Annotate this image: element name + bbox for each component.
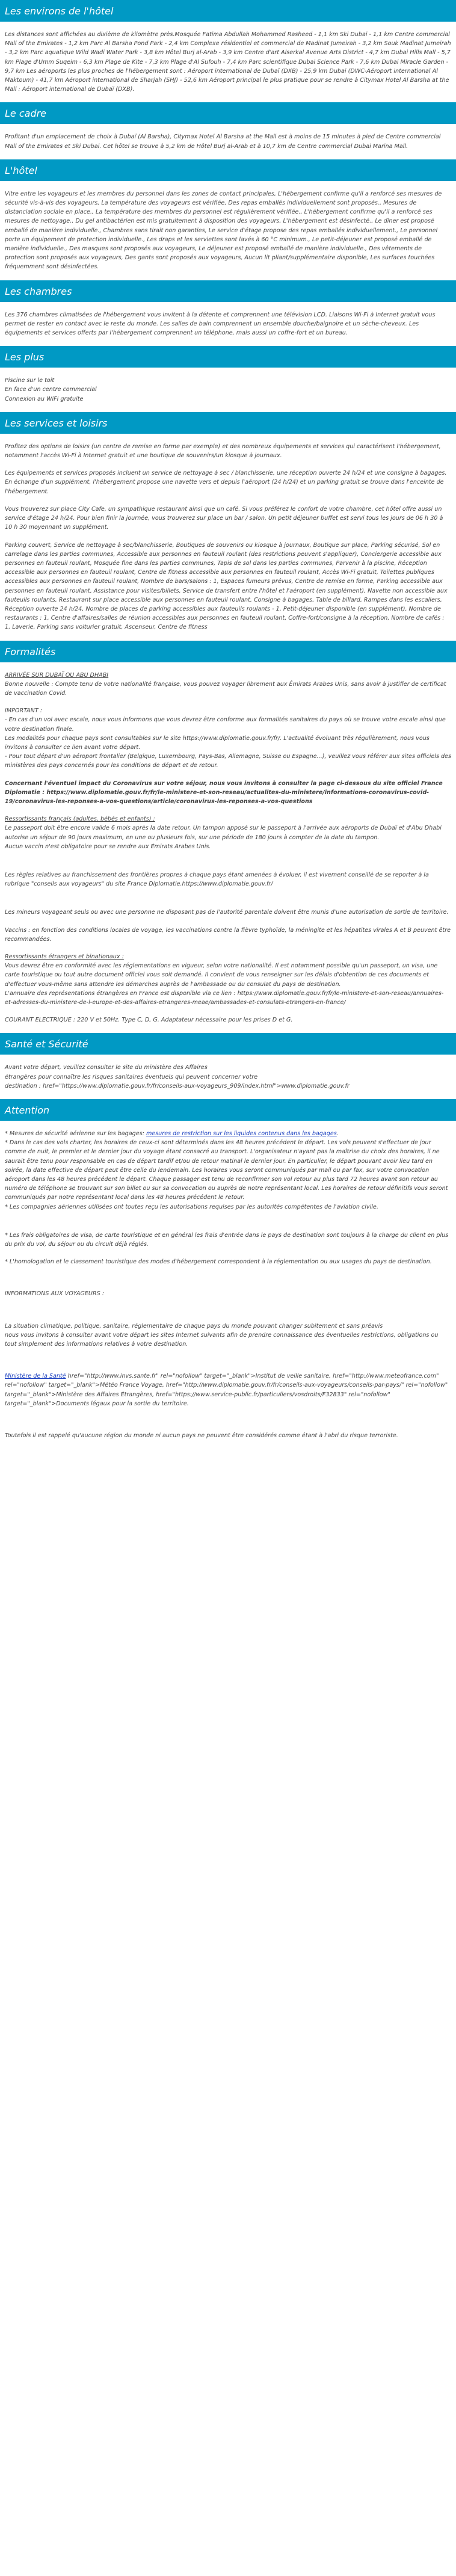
etrangers-text: Vous devrez être en conformité avec les réglementations en vigueur, selon votre nationalité. Il est notamment possible qu'un passeport, un visa, une carte touristique ou tout autre document officiel vous soit demandé. Il convient de vous renseigner sur les délais d'obtention de ces documents et d'effectuer vous-même sans attendre les démarches auprès de l'ambassade ou du consulat du pays de destination. bbox=[5, 963, 438, 988]
annuaire-text: L'annuaire des représentations étrangères en France est disponible via ce lien : https://www.diplomatie.gouv.fr/fr/le-ministere-et-son-reseau/annuaires-et-adresses-du-ministere-de-l-europe-et-des-affaires-etrangeres-meae/ambassades-et-consulats-etrangers-en-france/ bbox=[5, 990, 444, 1006]
services-paragraph: Vous trouverez sur place City Cafe, un sympathique restaurant ainsi que un café. Si vous préférez le confort de votre chambre, cet hôtel offre aussi un service d'étage 24 h/24. Pour bien finir la journée, vous trouverez sur place un bar / salon. Un petit déjeuner buffet est servi tous les jours de 06 h 30 à 10 h 30 moyennant un supplément. bbox=[5, 505, 443, 531]
mineurs-text: Les mineurs voyageant seuls ou avec une personne ne disposant pas de l'autorité parentale doivent être munis d'une autorisation de sortie de territoire. bbox=[5, 909, 449, 916]
section-attention: Attention * Mesures de sécurité aérienne sur les bagages: mesures de restriction sur les liquides contenus dans les bagages. * Dans le cas des vols charter, les horaires de ceux-ci sont déterminés dans les 48 heures précédent le départ. Les vols peuvent s'effectuer de jour comme de nuit, le premier et le dernier jour du voyage étant consacré au transport. L'organisateur n'ayant pas la maîtrise du choix des horaires, il ne saurait être tenu pour responsable en cas de départ tardif et/ou de retour matinal le dernier jour. En particulier, le départ pouvant avoir lieu tard en soirée, la date effective de départ peut être celle du lendemain. Les horaires vous seront communiqués par mail ou par fax, sur votre convocation aéroport dans les 48 heures précédent le départ. Chaque passager est tenu de reconfirmer son vol retour au plus tard 72 heures avant son retour au numéro de téléphone se trouvant sur son billet ou sur sa convocation ou auprès de notre représentant local. Les horaires de retour définitifs vous seront communiqués par notre représentant local dans les 48 heures précédent le retour. * Les compagnies aériennes utilisées ont toutes reçu les autorisations requises par les autorités compétentes de l'aviation civile. * Les frais obligatoires de visa, de carte touristique et en général les frais d'entrée dans le pays de destination sont toujours à la charge du client en plus du prix du vol, du séjour ou du circuit déjà réglés. * L'homologation et le classement touristique des modes d'hébergement correspondent à la réglementation ou aux usages du pays de destination. INFORMATIONS AUX VOYAGEURS : La situation climatique, politique, sanitaire, réglementaire de chaque pays du monde pouvant changer subitement et sans préavis nous vous invitons à consulter avant votre départ les sites Internet suivants afin de prendre connaissance des éventuelles restrictions, obligations ou tout simplement des informations relatives à votre destination. Ministère de la Santé href="http://www.invs.sante.fr" rel="nofollow" target="_blank">Institut de veille sanitaire, href="http://www.meteofrance.com" rel="nofollow" target="_blank">Météo France Voyage, href="http://www.diplomatie.gouv.fr/fr/conseils-aux-voyageurs/conseils-par-pays/" rel="nofollow" target="_blank">Ministère des Affaires Étrangères, href="https://www.service-public.fr/particuliers/vosdroits/F32833" rel="nofollow" target="_blank">Documents légaux pour la sortie du territoire. Toutefois il est rappelé qu'aucune région du monde ni aucun pays ne peuvent être considérés comme étant à l'abri du risque terroriste. bbox=[0, 1099, 456, 1440]
liquids-restriction-link[interactable]: mesures de restriction sur les liquides contenus dans les bagages bbox=[146, 1130, 337, 1138]
section-chambres bbox=[0, 280, 456, 338]
info-line: nous vous invitons à consulter avant votre départ les sites Internet suivants afin de prendre connaissance des éventuelles restrictions, obligations ou tout simplement des informations relatives à votre destination. bbox=[5, 1331, 439, 1348]
section-services bbox=[0, 412, 456, 632]
services-paragraph: Profitez des options de loisirs (un centre de remise en forme par exemple) et des nombreux équipements et services qui caractérisent l'hébergement, notamment l'accès Wi-Fi à Internet gratuit et une boutique de souvenirs/un kiosque à journaux. bbox=[5, 443, 441, 460]
important-line: - Pour tout départ d'un aéroport frontalier (Belgique, Luxembourg, Pays-Bas, Allemagne, Suisse ou Espagne...), veuillez vous référer aux sites officiels des ministères des pays concernés pour les conditions de départ et de retour. bbox=[5, 753, 451, 769]
etrangers-label: Ressortissants étrangers et binationaux : bbox=[5, 954, 124, 960]
list-item: Piscine sur le toit bbox=[5, 377, 55, 384]
infos-heading: INFORMATIONS AUX VOYAGEURS : bbox=[5, 1290, 104, 1298]
ressortissants-label: Ressortissants français (adultes, bébés et enfants) : bbox=[5, 816, 155, 823]
section-hotel bbox=[0, 159, 456, 272]
airlines-text: * Les compagnies aériennes utilisées ont toutes reçu les autorisations requises par les autorités compétentes de l'aviation civile. bbox=[5, 1203, 378, 1210]
links-text: href="http://www.invs.sante.fr" rel="nofollow" target="_blank">Institut de veille sanitaire, href="http://www.meteofrance.com" rel="nofollow" target="_blank">Météo France Voyage, href="http://www.diplomatie.gouv.fr/fr/conseils-aux-voyageurs/conseils-par-pays/" rel="nofollow" target="_blank">Ministère des Affaires Étrangères, href="https://www.service-public.fr/particuliers/vosdroits/F32833" rel="nofollow" target="_blank">Documents légaux pour la sortie du territoire. bbox=[5, 1373, 448, 1407]
visa-fees-text: * Les frais obligatoires de visa, de carte touristique et en général les frais d'entrée dans le pays de destination sont toujours à la charge du client en plus du prix du vol, du séjour ou du circuit déjà réglés. bbox=[5, 1231, 449, 1248]
section-plus bbox=[0, 346, 456, 404]
sante-line: Avant votre départ, veuillez consulter le site du ministère des Affaires bbox=[5, 1064, 208, 1071]
section-formalites bbox=[0, 641, 456, 1025]
section-title: Les services et loisirs bbox=[0, 412, 456, 434]
hotel-text: Vitre entre les voyageurs et les membres du personnel dans les zones de contact principales, L'hébergement confirme qu'il a renforcé ses mesures de sécurité vis-à-vis des voyageurs, La température des voyageurs est vérifiée, Des repas emballés individuellement sont proposés., Mesures de distanciation sociale en place., La température des membres du personnel est régulièrement vérifiée., L'hébergement confirme qu'il a renforcé ses mesures de nettoyage., Du gel antibactérien est mis gratuitement à disposition des voyageurs, L'hébergement est désinfecté., Le dîner est proposé emballé de manière individuelle., Chambres sans tirait non garanties, Le service d'étage propose des repas emballés individuellement., Le personnel porte un équipement de protection individuelle., Les draps et les serviettes sont lavés à 60 °C minimum., Le petit-déjeuner est proposé emballé de manière individuelle., Des masques sont proposés aux voyageurs, Le déjeuner est proposé emballé de manière individuelle., Des vêtements de protection sont proposés aux voyageurs, Des gants sont proposés aux voyageurs, Aucun lit pliant/supplémentaire disponible, Les surfaces touchées fréquemment sont désinfectées. bbox=[5, 190, 442, 271]
section-title: Formalités bbox=[0, 641, 456, 662]
ressortissants-line: Le passeport doit être encore valide 6 mois après la date retour. Un tampon apposé sur le passeport à l'arrivée aux aéroports de Dubaï et d'Abu Dhabi autorise un séjour de 90 jours maximum, en une ou plusieurs fois, sur une période de 180 jours à compter de la date du tampon. bbox=[5, 825, 442, 841]
cadre-text: Profitant d'un emplacement de choix à Dubaï (Al Barsha), Citymax Hotel Al Barsha at the Mall est à moins de 15 minutes à pied de Centre commercial Mall of the Emirates et Ski Dubai. Cet hôtel se trouve à 5,2 km de Hôtel Burj al-Arab et à 10,7 km de Centre commercial Dubai Marina Mall. bbox=[5, 134, 441, 150]
important-line: Les modalités pour chaque pays sont consultables sur le site https://www.diplomatie.gouv.fr/fr/. L'actualité évoluant très régulièrement, nous vous invitons à consulter ce lien avant votre départ. bbox=[5, 735, 430, 751]
ministere-sante-link[interactable]: Ministère de la Santé bbox=[5, 1373, 66, 1380]
section-title: L'hôtel bbox=[0, 159, 456, 181]
plus-list bbox=[5, 376, 451, 404]
info-line: La situation climatique, politique, sanitaire, réglementaire de chaque pays du monde pouvant changer subitement et sans préavis bbox=[5, 1322, 383, 1330]
section-title: Les chambres bbox=[0, 280, 456, 302]
sante-line: destination : href="https://www.diplomatie.gouv.fr/fr/conseils-aux-voyageurs_909/index.html">www.diplomatie.gouv.fr bbox=[5, 1082, 350, 1089]
terror-risk-text: Toutefois il est rappelé qu'aucune région du monde ni aucun pays ne peuvent être considérés comme étant à l'abri du risque terroriste. bbox=[5, 1432, 398, 1440]
important-label: IMPORTANT : bbox=[5, 707, 42, 715]
important-line: - En cas d'un vol avec escale, nous vous informons que vous devrez être conforme aux formalités sanitaires du pays où se trouve votre escale ainsi que votre destination finale. bbox=[5, 716, 446, 733]
section-title: Les plus bbox=[0, 346, 456, 368]
list-item: Connexion au WiFi gratuite bbox=[5, 395, 84, 402]
section-title: Attention bbox=[0, 1099, 456, 1121]
environs-text: Les distances sont affichées au dixième de kilomètre près.Mosquée Fatima Abdullah Mohammed Rasheed - 1,1 km Ski Dubai - 1,1 km Centre commercial Mall of the Emirates - 1,2 km Parc Al Barsha Pond Park - 2,4 km Complexe résidentiel et commercial de Madinat Jumeirah - 3,2 km Souk Madinat Jumeirah - 3,2 km Parc aquatique Wild Wadi Water Park - 3,8 km Hôtel Burj al-Arab - 3,9 km Centre d'art Alserkal Avenue Arts District - 4,7 km Dubai Hills Mall - 5,7 km Plage d'Umm Suqeim - 6,3 km Plage de Kite - 7,3 km Plage d'Al Sufouh - 7,4 km Parc scientifique Dubai Science Park - 7,6 km Dubai Miracle Garden - 9,7 km Les aéroports les plus proches de l'hébergement sont : Aéroport international de Dubaï (DXB) - 25,9 km Dubai (DWC-Aéroport international Al Maktoum) - 41,7 km Aéroport international de Sharjah (SHJ) - 52,6 km Aéroport principal le plus pratique pour se rendre à Citymax Hotel Al Barsha at the Mall : Aéroport international de Dubaï (DXB). bbox=[5, 31, 451, 93]
charter-text: * Dans le cas des vols charter, les horaires de ceux-ci sont déterminés dans les 48 heures précédent le départ. Les vols peuvent s'effectuer de jour comme de nuit, le premier et le dernier jour du voyage étant consacré au transport. L'organisateur n'ayant pas la maîtrise du choix des horaires, il ne saurait être tenu pour responsable en cas de départ tardif et/ou de retour matinal le dernier jour. En particulier, le départ pouvant avoir lieu tard en soirée, la date effective de départ peut être celle du lendemain. Les horaires vous seront communiqués par mail ou par fax, sur votre convocation aéroport dans les 48 heures précédent le départ. Chaque passager est tenu de reconfirmer son vol retour au plus tard 72 heures avant son retour au numéro de téléphone se trouvant sur son billet ou sur sa convocation ou auprès de notre représentant local. Les horaires de retour définitifs vous seront communiqués par notre représentant local dans les 48 heures précédent le retour. bbox=[5, 1139, 448, 1201]
section-sante bbox=[0, 1033, 456, 1091]
security-label: * Mesures de sécurité aérienne sur les bagages: bbox=[5, 1130, 146, 1138]
section-title: Les environs de l'hôtel bbox=[0, 0, 456, 22]
regles-text: Les règles relatives au franchissement des frontières propres à chaque pays étant amenées à évoluer, il est vivement conseillé de se reporter à la rubrique "conseils aux voyageurs" du site France Diplomatie.https://www.diplomatie.gouv.fr/ bbox=[5, 871, 429, 888]
chambres-text: Les 376 chambres climatisées de l'hébergement vous invitent à la détente et comprennent une télévision LCD. Liaisons Wi-Fi à Internet gratuit vous permet de rester en contact avec le reste du monde. Les salles de bain comprennent un ensemble douche/baignoire et un sèche-cheveux. Les équipements et services offerts par l'hébergement comprennent un téléphone, mais aussi un coffre-fort et un bureau. bbox=[5, 311, 436, 337]
covid-notice: Concernant l'éventuel impact du Coronavirus sur votre séjour, nous vous invitons à consulter la page ci-dessous du site officiel France Diplomatie : https://www.diplomatie.gouv.fr/fr/le-ministere-et-son-reseau/actualites-du-ministere/informations-coronavirus-covid-19/coronavirus-les-reponses-a-vos-questions/article/coronavirus-les-reponses-a-vos-questions bbox=[5, 780, 443, 805]
arrival-text: Bonne nouvelle : Compte tenu de votre nationalité française, vous pouvez voyager librement aux Émirats Arabes Unis, sans avoir à justifier de certificat de vaccination Covid. bbox=[5, 680, 446, 697]
courant-text: COURANT ELECTRIQUE : 220 V et 50Hz. Type C, D, G. Adaptateur nécessaire pour les prises D et G. bbox=[5, 1017, 293, 1024]
section-title: Le cadre bbox=[0, 102, 456, 124]
ressortissants-line: Aucun vaccin n'est obligatoire pour se rendre aux Émirats Arabes Unis. bbox=[5, 843, 211, 850]
arrival-heading: ARRIVÉE SUR DUBAÏ OU ABU DHABI bbox=[5, 671, 109, 679]
services-paragraph: Les équipements et services proposés incluent un service de nettoyage à sec / blanchisserie, une réception ouverte 24 h/24 et une consigne à bagages. En échange d'un supplément, l'hébergement propose une navette vers et depuis l'aéroport (24 h/24) et un parking gratuit se trouve dans l'enceinte de l'hébergement. bbox=[5, 470, 447, 495]
vaccins-text: Vaccins : en fonction des conditions locales de voyage, les vaccinations contre la fièvre typhoïde, la méningite et les hépatites virales A et B peuvent être recommandées. bbox=[5, 926, 451, 943]
section-title: Santé et Sécurité bbox=[0, 1033, 456, 1055]
homologation-text: * L'homologation et le classement touristique des modes d'hébergement correspondent à la réglementation ou aux usages du pays de destination. bbox=[5, 1259, 432, 1266]
sante-line: étrangères pour connaître les risques sanitaires éventuels qui peuvent concerner votre bbox=[5, 1073, 258, 1080]
section-environs bbox=[0, 0, 456, 94]
section-cadre bbox=[0, 102, 456, 150]
services-paragraph: Parking couvert, Service de nettoyage à sec/blanchisserie, Boutiques de souvenirs ou kiosque à journaux, Boutique sur place, Parking sécurisé, Sol en carrelage dans les parties communes, Accessible aux personnes en fauteuil roulant (des restrictions peuvent s'appliquer), Conciergerie accessible aux personnes en fauteuil roulant, Mosquée fine dans les parties communes, Tapis de sol dans les parties communes, Parvenir à la piscine, Réception accessible aux personnes en fauteuil roulant, Centre de fitness accessible aux personnes en fauteuil roulant, Accès Wi-Fi gratuit, Toilettes publiques accessibles aux personnes en fauteuil roulant, Nombre de bars/salons : 1, Espaces fumeurs prévus, Centre de remise en forme, Parking accessible aux personnes en fauteuil roulant, Assistance pour visites/billets, Service de transfert entre l'hôtel et l'aéroport (en supplément), Navette non accessible aux fauteuils roulants, Restaurant sur place accessible aux personnes en fauteuil roulant, Consigne à bagages, Table de billard, Rampes dans les escaliers, Réception ouverte 24 h/24, Nombre de places de parking accessibles aux fauteuils roulants - 1, Petit-déjeuner disponible (en supplément), Nombre de restaurants : 1, Centre d'affaires/salles de réunion accessibles aux personnes en fauteuil roulant, Coffre-fort/consigne à la réception, Nombre de cafés : 1, Laverie, Parking sans voiturier gratuit, Ascenseur, Centre de fitness bbox=[5, 541, 448, 631]
list-item: En face d'un centre commercial bbox=[5, 386, 97, 393]
